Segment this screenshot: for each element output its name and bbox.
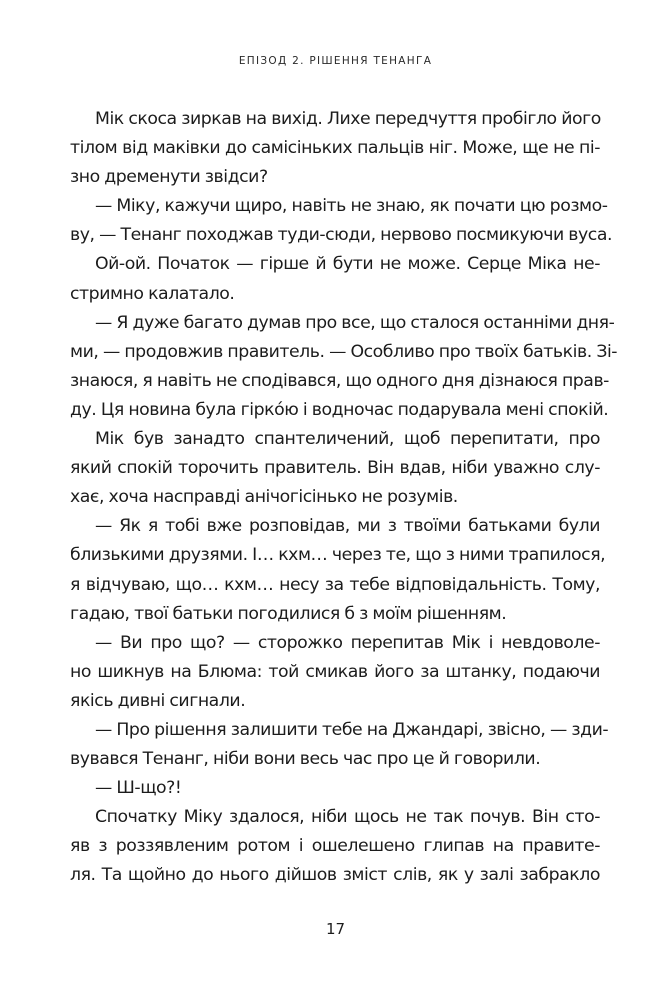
paragraph bbox=[70, 512, 606, 628]
paragraph bbox=[70, 309, 618, 425]
text-line: ду. Ця новина була гіркóю і водночас подарувала мені спокій. bbox=[70, 399, 609, 420]
text-line: хає, хоча насправді анічогісінько не розумів. bbox=[70, 487, 458, 508]
text-line: тілом від маківки до самісіньких пальців ніг. Може, ще не пі- bbox=[70, 138, 600, 159]
text-line: — Як я тобі вже розповідав, ми з твоїми батьками були bbox=[95, 516, 600, 537]
text-line: якісь дивні сигнали. bbox=[70, 690, 246, 711]
text-line: — Ви про що? — сторожко перепитав Мік і невдоволе- bbox=[95, 632, 600, 653]
text-line: зно дременути звідси? bbox=[70, 167, 268, 188]
text-line: знаюся, я навіть не сподівався, що одного дня дізнаюся прав- bbox=[70, 370, 609, 391]
text-line: — Про рішення залишити тебе на Джандарі, звісно, — зди- bbox=[95, 719, 609, 740]
paragraph bbox=[70, 250, 600, 308]
paragraph bbox=[70, 105, 600, 192]
paragraph bbox=[70, 803, 600, 890]
paragraph bbox=[70, 425, 600, 512]
text-line: Мік був занадто спантеличений, щоб перепитати, про bbox=[95, 429, 600, 450]
paragraph bbox=[70, 716, 609, 774]
text-line: стримно калатало. bbox=[70, 283, 235, 304]
text-line: Спочатку Міку здалося, ніби щось не так почув. Він сто- bbox=[95, 807, 600, 828]
running-head: ЕПІЗОД 2. РІШЕННЯ ТЕНАНГА bbox=[238, 55, 433, 67]
text-line: но шикнув на Блюма: той смикав його за штанку, подаючи bbox=[70, 661, 600, 682]
text-line: Мік скоса зиркав на вихід. Лихе передчуття пробігло його bbox=[95, 109, 601, 129]
text-line: — Я дуже багато думав про все, що сталося останніми дня- bbox=[95, 312, 615, 333]
text-line: ми, — продовжив правитель. — Особливо про твоїх батьків. Зі- bbox=[70, 341, 618, 362]
body-text bbox=[70, 105, 618, 891]
page-number: 17 bbox=[325, 920, 346, 938]
text-line: я відчуваю, що… кхм… несу за тебе відповідальність. Тому, bbox=[70, 574, 600, 595]
paragraph bbox=[70, 192, 613, 250]
text-line: близькими друзями. І… кхм… через те, що з ними трапилося, bbox=[70, 545, 606, 566]
text-line: ля. Та щойно до нього дійшов зміст слів, як у залі забракло bbox=[70, 865, 600, 886]
text-line: вувався Тенанг, ніби вони весь час про це й говорили. bbox=[70, 749, 541, 770]
text-line: яв з роззявленим ротом і ошелешено глипав на правите- bbox=[70, 836, 600, 857]
text-line: — Міку, кажучи щиро, навіть не знаю, як почати цю розмо- bbox=[95, 196, 608, 217]
text-line: ву, — Тенанг походжав туди-сюди, нервово посмикуючи вуса. bbox=[70, 225, 613, 246]
text-line: який спокій торочить правитель. Він вдав, ніби уважно слу- bbox=[70, 458, 600, 479]
text-line: Ой-ой. Початок — гірше й бути не може. Серце Міка не- bbox=[95, 254, 600, 275]
text-line: гадаю, твої батьки погодилися б з моїм рішенням. bbox=[70, 603, 507, 624]
paragraph bbox=[70, 774, 600, 803]
paragraph bbox=[70, 629, 600, 716]
text-line: — Ш-що?! bbox=[95, 778, 182, 799]
